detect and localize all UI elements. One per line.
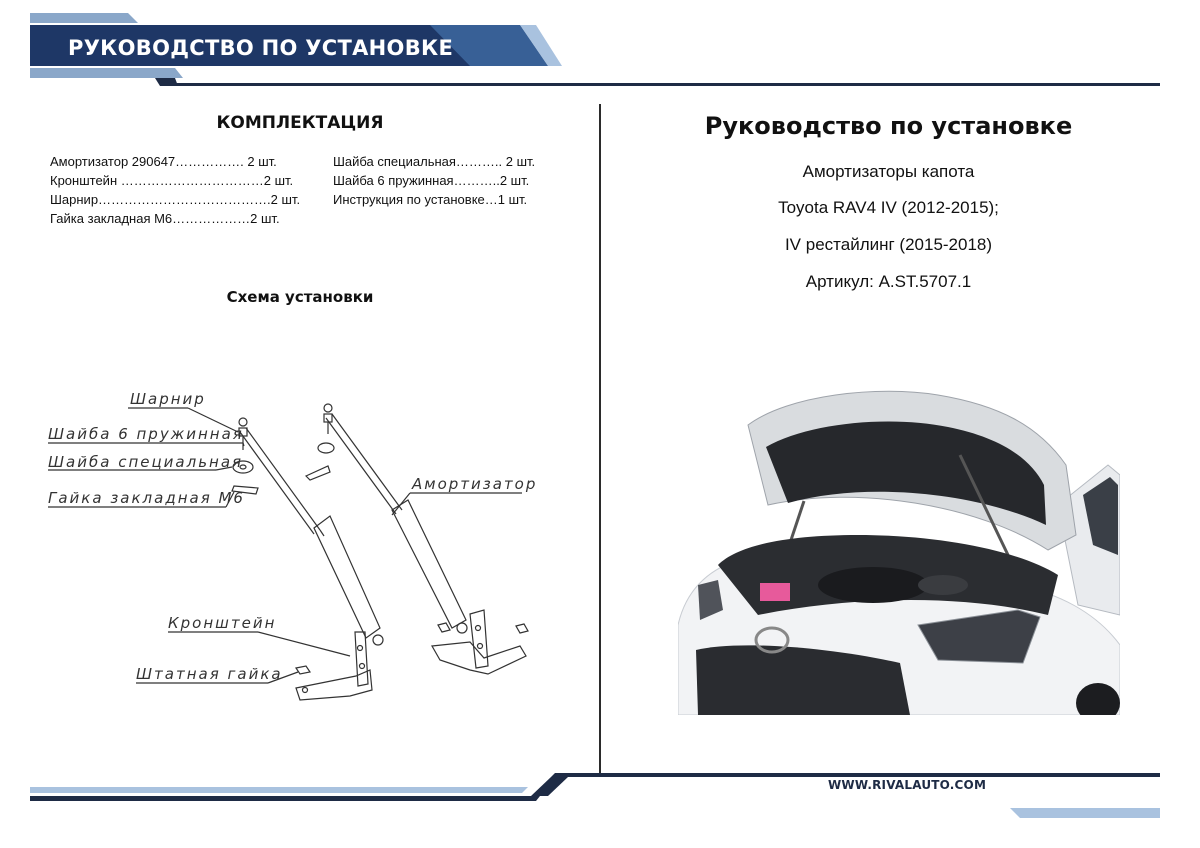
kit-title: КОМПЛЕКТАЦИЯ <box>216 113 384 133</box>
product-line-1: Амортизаторы капота <box>802 162 975 181</box>
kit-item: Гайка закладная М6………………2 шт. <box>50 211 280 226</box>
label-spring-washer: Шайба 6 пружинная <box>48 425 244 443</box>
product-line-2: Toyota RAV4 IV (2012-2015); <box>778 198 999 217</box>
label-special-washer: Шайба специальная <box>48 453 244 471</box>
product-title: Руководство по установке <box>704 112 1073 140</box>
product-line-4: Артикул: A.ST.5707.1 <box>805 272 972 291</box>
car-photo <box>678 385 1120 715</box>
label-hinge: Шарнир <box>130 390 206 408</box>
label-bracket: Кронштейн <box>168 614 277 632</box>
footer-banner <box>0 760 1200 848</box>
product-line-3: IV рестайлинг (2015-2018) <box>784 235 993 254</box>
kit-item: Кронштейн ……………………………2 шт. <box>50 173 294 188</box>
banner-title: РУКОВОДСТВО ПО УСТАНОВКЕ <box>68 36 454 60</box>
kit-item: Инструкция по установке…1 шт. <box>333 192 528 207</box>
installation-diagram <box>0 370 600 720</box>
label-std-nut: Штатная гайка <box>136 665 283 683</box>
kit-item: Шарнир………………………………….2 шт. <box>50 192 301 207</box>
kit-item: Шайба 6 пружинная………..2 шт. <box>333 173 530 188</box>
scheme-title: Схема установки <box>226 288 374 306</box>
kit-item: Шайба специальная……….. 2 шт. <box>333 154 536 169</box>
kit-list-right <box>333 152 535 209</box>
kit-list-left <box>50 152 300 228</box>
label-nut-m6: Гайка закладная М6 <box>48 489 245 507</box>
label-strut: Амортизатор <box>412 475 538 493</box>
website-link[interactable]: WWW.RIVALAUTO.COM <box>828 778 987 792</box>
kit-item: Амортизатор 290647……………. 2 шт. <box>50 154 277 169</box>
